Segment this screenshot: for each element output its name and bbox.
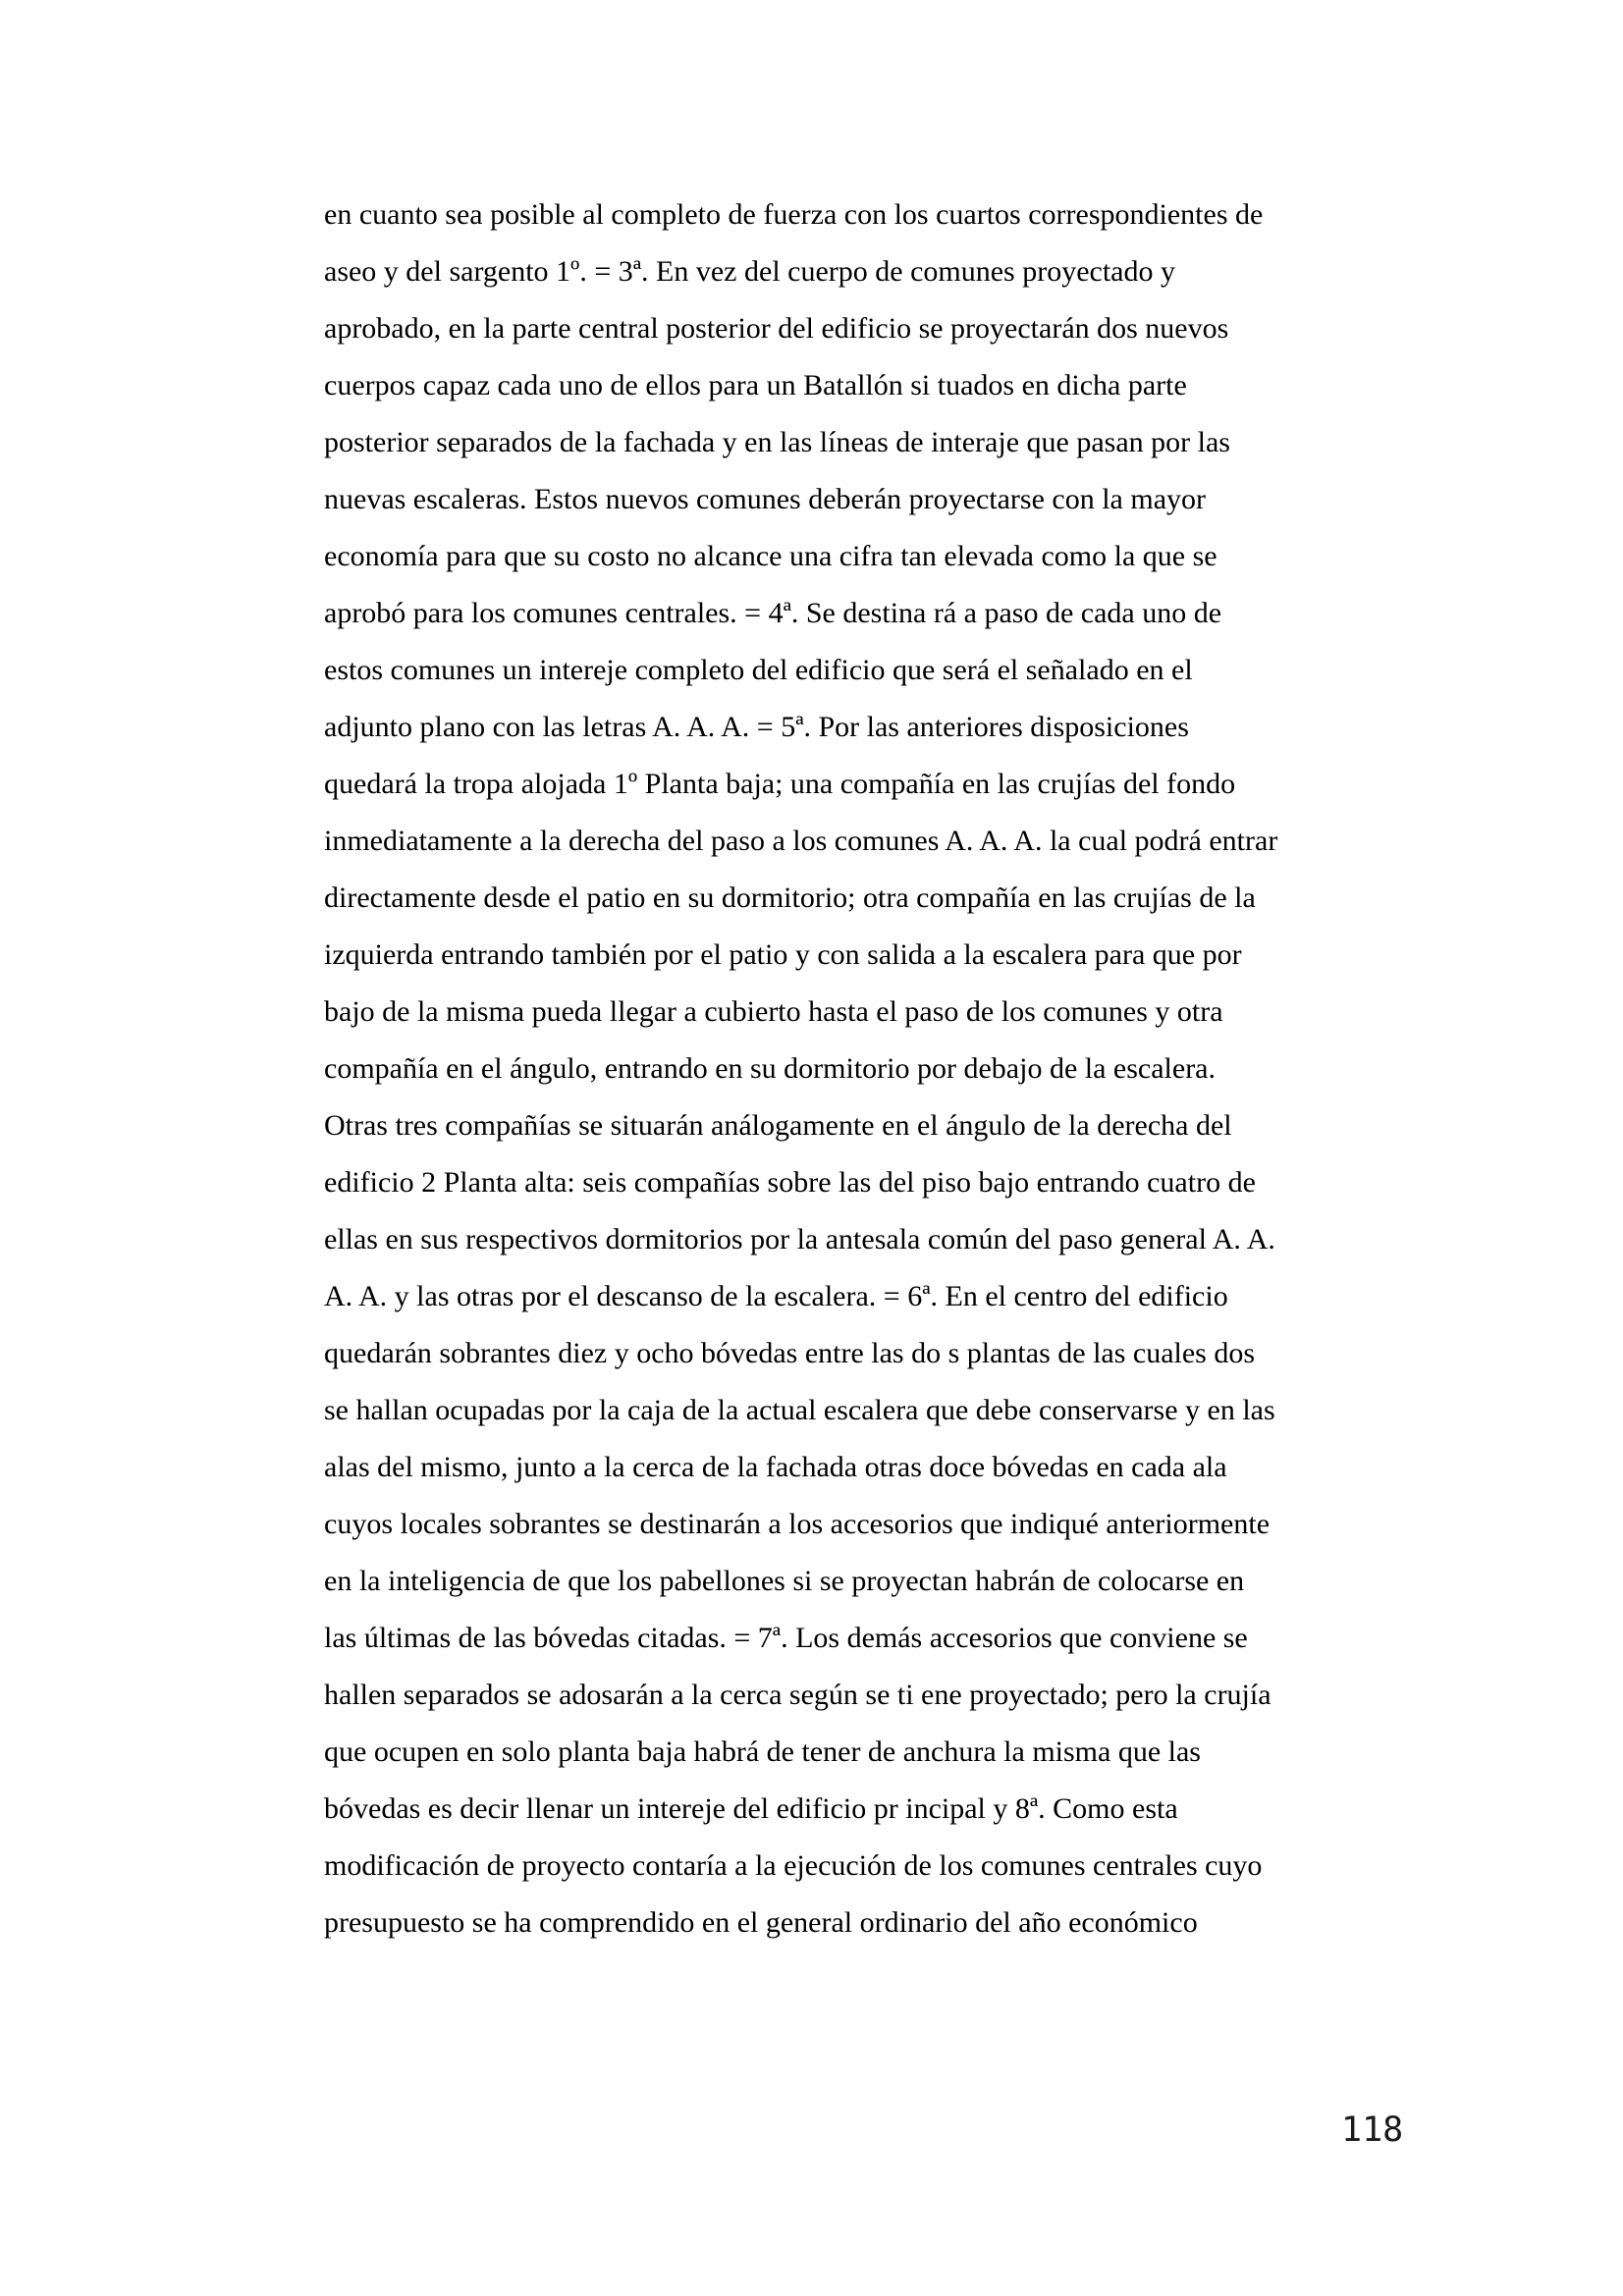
text-line: estos comunes un intereje completo del edificio que será el señalado en el	[324, 654, 1193, 686]
text-line: edificio 2 Planta alta: seis compañías sobre las del piso bajo entrando cuatro de	[324, 1166, 1256, 1199]
text-line: izquierda entrando también por el patio y con salida a la escalera para que por	[324, 938, 1242, 971]
text-line: nuevas escaleras. Estos nuevos comunes deberán proyectarse con la mayor	[324, 483, 1206, 515]
body-text	[324, 187, 1502, 1951]
text-line: las últimas de las bóvedas citadas. = 7ª. Los demás accesorios que conviene se	[324, 1622, 1248, 1654]
text-line: A. A. y las otras por el descanso de la escalera. = 6ª. En el centro del edificio	[324, 1280, 1228, 1312]
text-line: aprobado, en la parte central posterior del edificio se proyectarán dos nuevos	[324, 312, 1229, 345]
text-line: inmediatamente a la derecha del paso a los comunes A. A. A. la cual podrá entrar	[324, 825, 1278, 857]
text-line: economía para que su costo no alcance una cifra tan elevada como la que se	[324, 540, 1217, 572]
text-line: posterior separados de la fachada y en las líneas de interaje que pasan por las	[324, 426, 1230, 458]
text-line: modificación de proyecto contaría a la ejecución de los comunes centrales cuyo	[324, 1849, 1263, 1882]
text-line: cuerpos capaz cada uno de ellos para un Batallón si tuados en dicha parte	[324, 369, 1187, 401]
text-line: quedarán sobrantes diez y ocho bóvedas entre las do s plantas de las cuales dos	[324, 1337, 1256, 1369]
text-line: aseo y del sargento 1º. = 3ª. En vez del cuerpo de comunes proyectado y	[324, 255, 1175, 288]
text-line: bajo de la misma pueda llegar a cubierto hasta el paso de los comunes y otra	[324, 995, 1223, 1028]
page-number: 118	[1341, 2110, 1404, 2150]
text-line: quedará la tropa alojada 1º Planta baja; una compañía en las crujías del fondo	[324, 768, 1236, 800]
text-line: directamente desde el patio en su dormitorio; otra compañía en las crujías de la	[324, 881, 1256, 914]
text-line: bóvedas es decir llenar un intereje del edificio pr incipal y 8ª. Como esta	[324, 1792, 1178, 1825]
text-line: adjunto plano con las letras A. A. A. = 5ª. Por las anteriores disposiciones	[324, 711, 1189, 743]
text-line: se hallan ocupadas por la caja de la actual escalera que debe conservarse y en las	[324, 1394, 1275, 1426]
text-line: hallen separados se adosarán a la cerca según se ti ene proyectado; pero la crujía	[324, 1679, 1271, 1711]
text-line: en la inteligencia de que los pabellones si se proyectan habrán de colocarse en	[324, 1565, 1245, 1597]
text-line: en cuanto sea posible al completo de fuerza con los cuartos correspondientes de	[324, 198, 1264, 231]
text-line: Otras tres compañías se situarán análogamente en el ángulo de la derecha del	[324, 1109, 1232, 1142]
text-line: cuyos locales sobrantes se destinarán a los accesorios que indiqué anteriormente	[324, 1508, 1271, 1540]
text-line: que ocupen en solo planta baja habrá de tener de anchura la misma que las	[324, 1735, 1201, 1768]
text-line: ellas en sus respectivos dormitorios por la antesala común del paso general A. A.	[324, 1223, 1275, 1255]
text-line: alas del mismo, junto a la cerca de la fachada otras doce bóvedas en cada ala	[324, 1451, 1227, 1483]
text-line: aprobó para los comunes centrales. = 4ª. Se destina rá a paso de cada uno de	[324, 597, 1222, 629]
text-line: presupuesto se ha comprendido en el general ordinario del año económico	[324, 1906, 1198, 1939]
text-line: compañía en el ángulo, entrando en su dormitorio por debajo de la escalera.	[324, 1052, 1216, 1085]
